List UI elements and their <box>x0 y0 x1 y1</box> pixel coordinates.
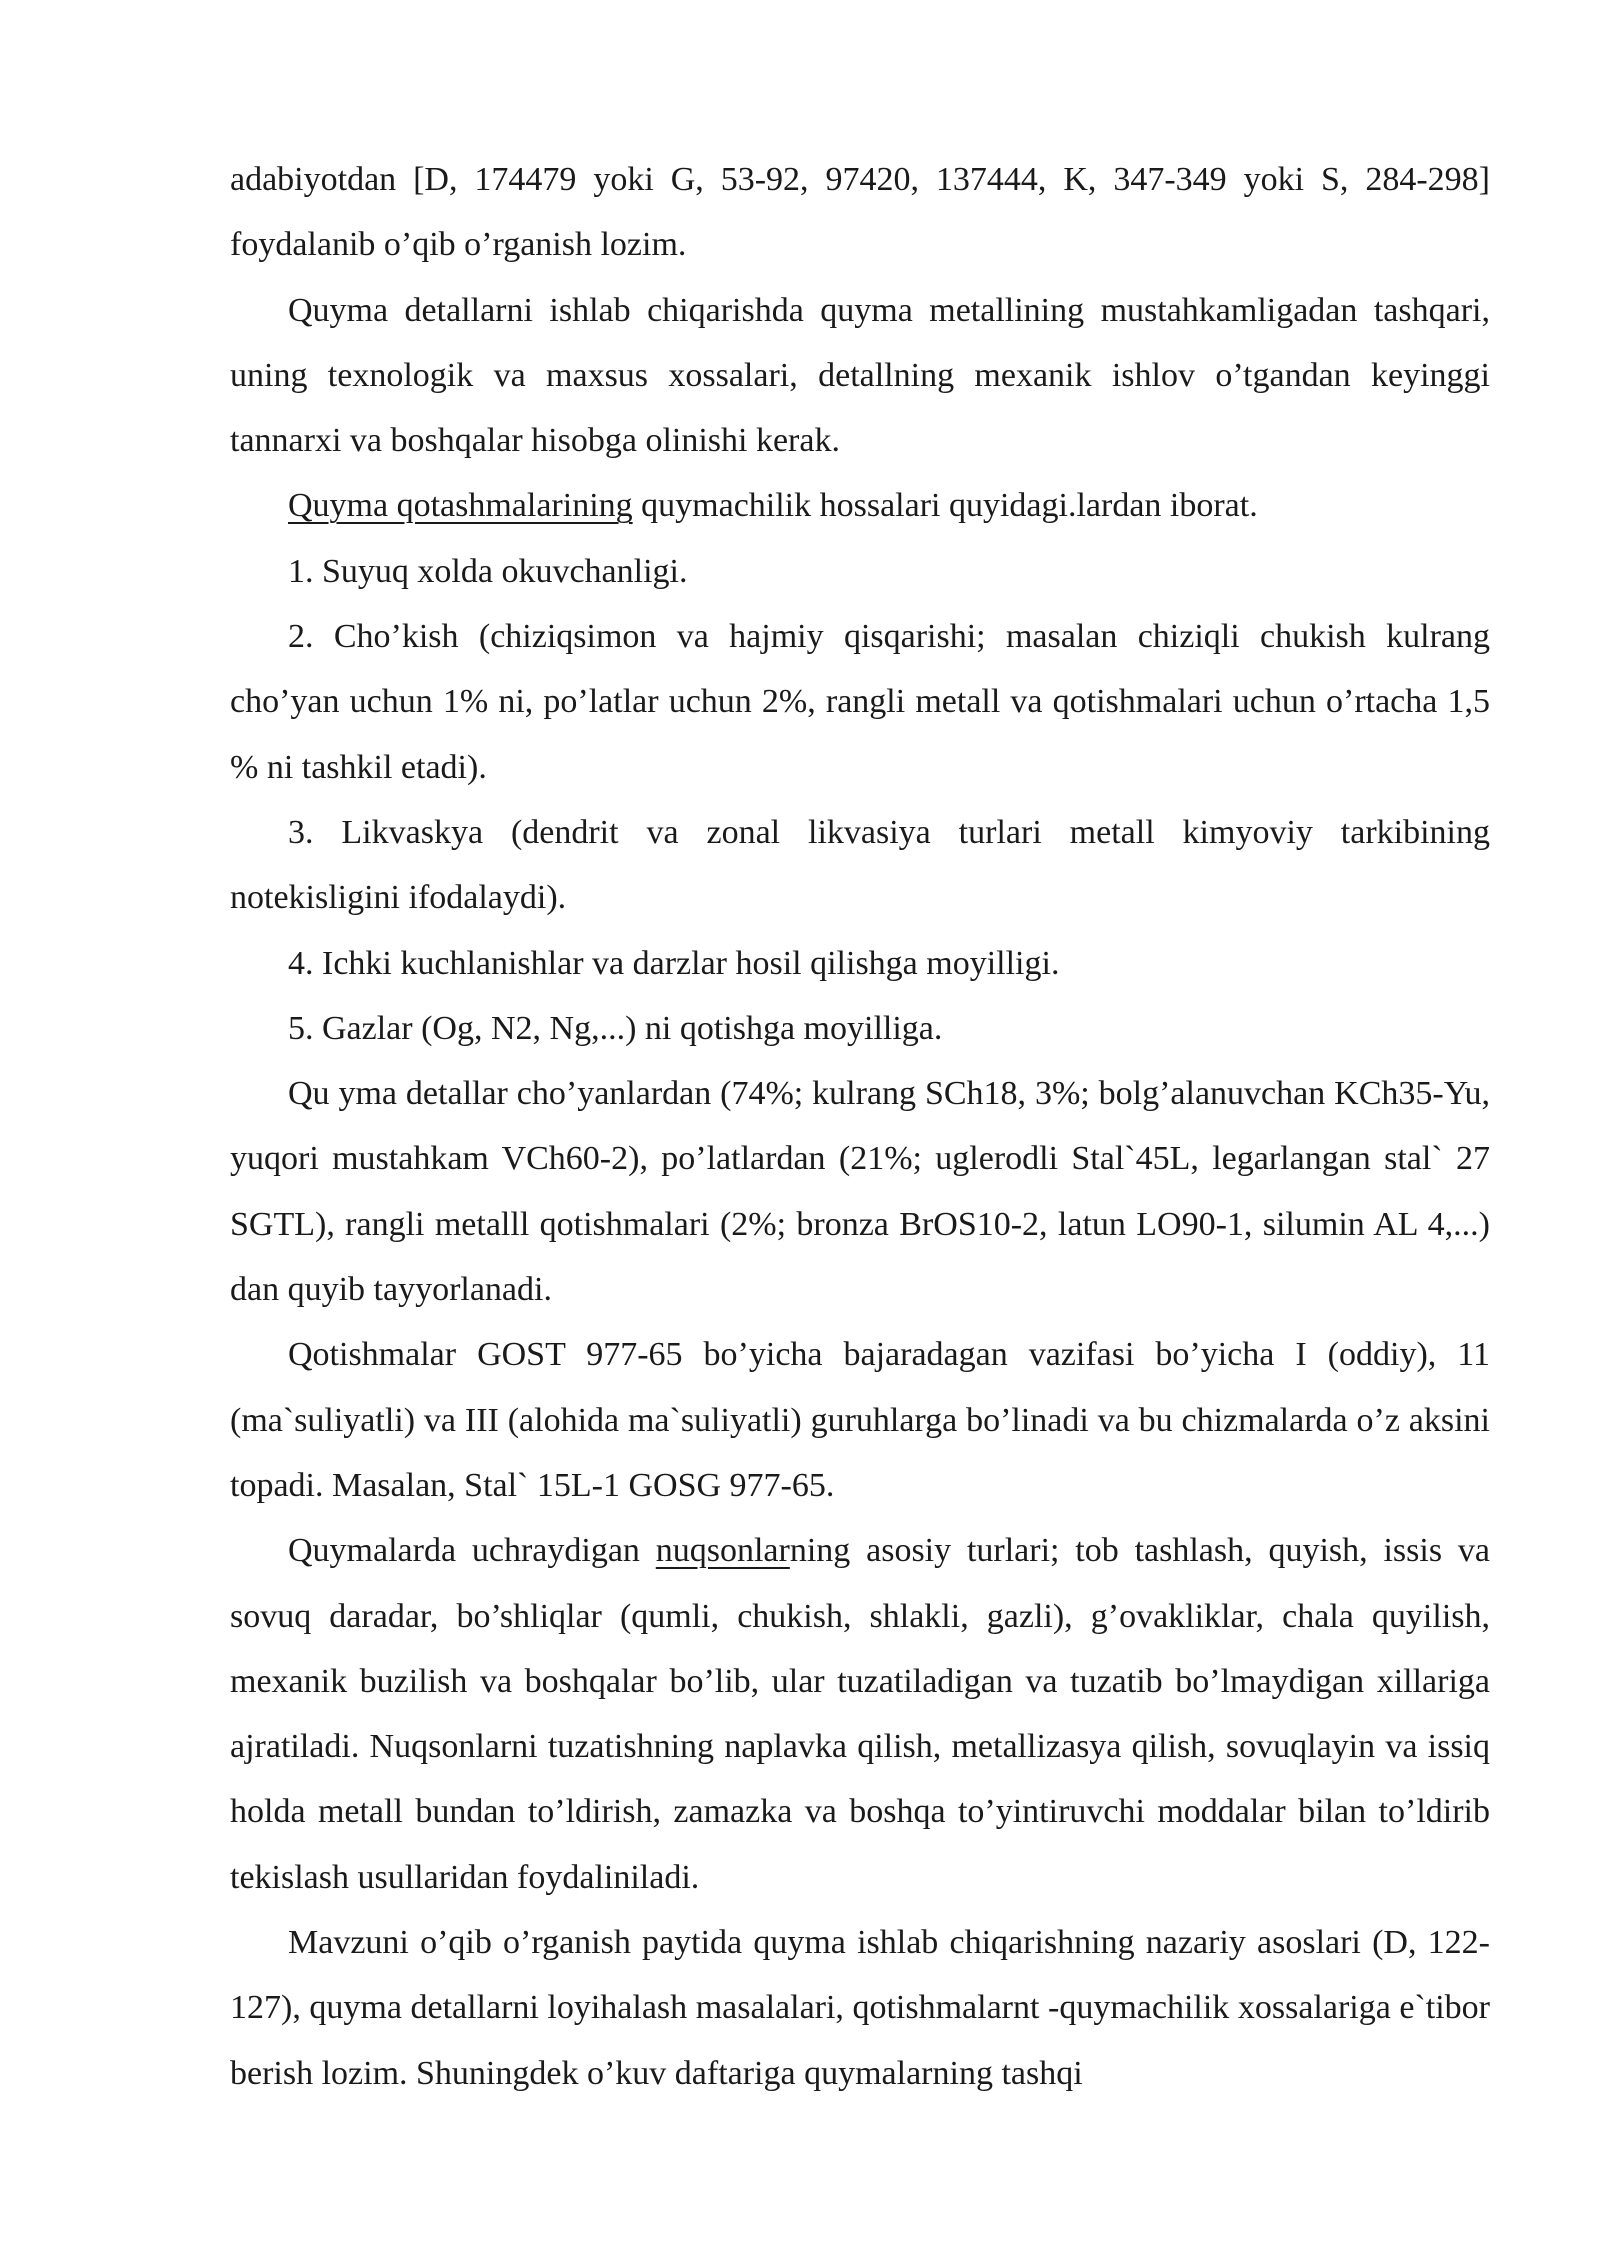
underlined-term: nuqsonlar <box>655 1532 790 1570</box>
paragraph-text: ning asosiy turlari; tob tashlash, quyish, issis va sovuq daradar, bo’shliqlar (qumli, chukish, shlakli, gazli), g’ovakliklar, chala quyilish, mexanik buzilish va boshqalar bo’lib, ular tuzatiladigan va tuzatib bo’lmaydigan xillariga ajratiladi. Nuqsonlarni tuzatishning naplavka qilish, metallizasya qilish, sovuqlayin va issiq holda metall bundan to’ldirish, zamazka va boshqa to’yintiruvchi moddalar bilan to’ldirib tekislash usullaridan foydaliniladi. <box>230 1532 1490 1896</box>
document-page <box>230 147 1490 2106</box>
underlined-term: Quyma qotashmalarining <box>288 487 633 525</box>
paragraph-text: Quymalarda uchraydigan <box>288 1532 656 1570</box>
paragraph-gost-groups: Qotishmalar GOST 977-65 bo’yicha bajaradagan vazifasi bo’yicha I (oddiy), 11 (ma`suliyatli) va III (alohida ma`suliyatli) guruhlarga bo’linadi va bu chizmalarda o’z aksini topadi. Masalan, Stal` 15L-1 GOSG 977-65. <box>230 1336 1490 1504</box>
paragraph-text: quymachilik hossalari quyidagi.lardan iborat. <box>632 487 1258 525</box>
paragraph-cast-details: Quyma detallarni ishlab chiqarishda quyma metallining mustahkamligadan tashqari, uning texnologik va maxsus xossalari, detallning mexanik ishlov o’tgandan keyinggi tannarxi va boshqalar hisobga olinishi kerak. <box>230 291 1490 460</box>
paragraph-casting-properties <box>230 473 1490 538</box>
paragraph-materials: Qu yma detallar cho’yanlardan (74%; kulrang SCh18, 3%; bolg’alanuvchan KCh35-Yu, yuqori mustahkam VCh60-2), po’latlardan (21%; uglerodli Stal`45L, legarlangan stal` 27 SGTL), rangli metalll qotishmalari (2%; bronza BrOS10-2, latun LO90-1, silumin AL 4,...) dan quyib tayyorlanadi. <box>230 1075 1490 1309</box>
list-item: 1. Suyuq xolda okuvchanligi. <box>288 552 688 590</box>
list-item: 3. Likvaskya (dendrit va zonal likvasiya turlari metall kimyoviy tarkibining notekisligini ifodalaydi). <box>230 813 1490 917</box>
paragraph-defects <box>230 1518 1490 1910</box>
paragraph-references: adabiyotdan [D, 174479 yoki G, 53-92, 97420, 137444, K, 347-349 yoki S, 284-298] foydalanib o’qib o’rganish lozim. <box>230 161 1490 264</box>
list-item: 4. Ichki kuchlanishlar va darzlar hosil qilishga moyilligi. <box>288 944 1060 982</box>
paragraph-study-topic: Mavzuni o’qib o’rganish paytida quyma ishlab chiqarishning nazariy asoslari (D, 122-127), quyma detallarni loyihalash masalalari, qotishmalarnt -quymachilik xossalariga e`tibor berish lozim. Shuningdek o’kuv daftariga quymalarning tashqi <box>230 1924 1490 2092</box>
list-item: 5. Gazlar (Og, N2, Ng,...) ni qotishga moyilliga. <box>288 1009 943 1047</box>
list-item: 2. Cho’kish (chiziqsimon va hajmiy qisqarishi; masalan chiziqli chukish kulrang cho’yan uchun 1% ni, po’latlar uchun 2%, rangli metall va qotishmalari uchun o’rtacha 1,5 % ni tashkil etadi). <box>230 618 1490 786</box>
